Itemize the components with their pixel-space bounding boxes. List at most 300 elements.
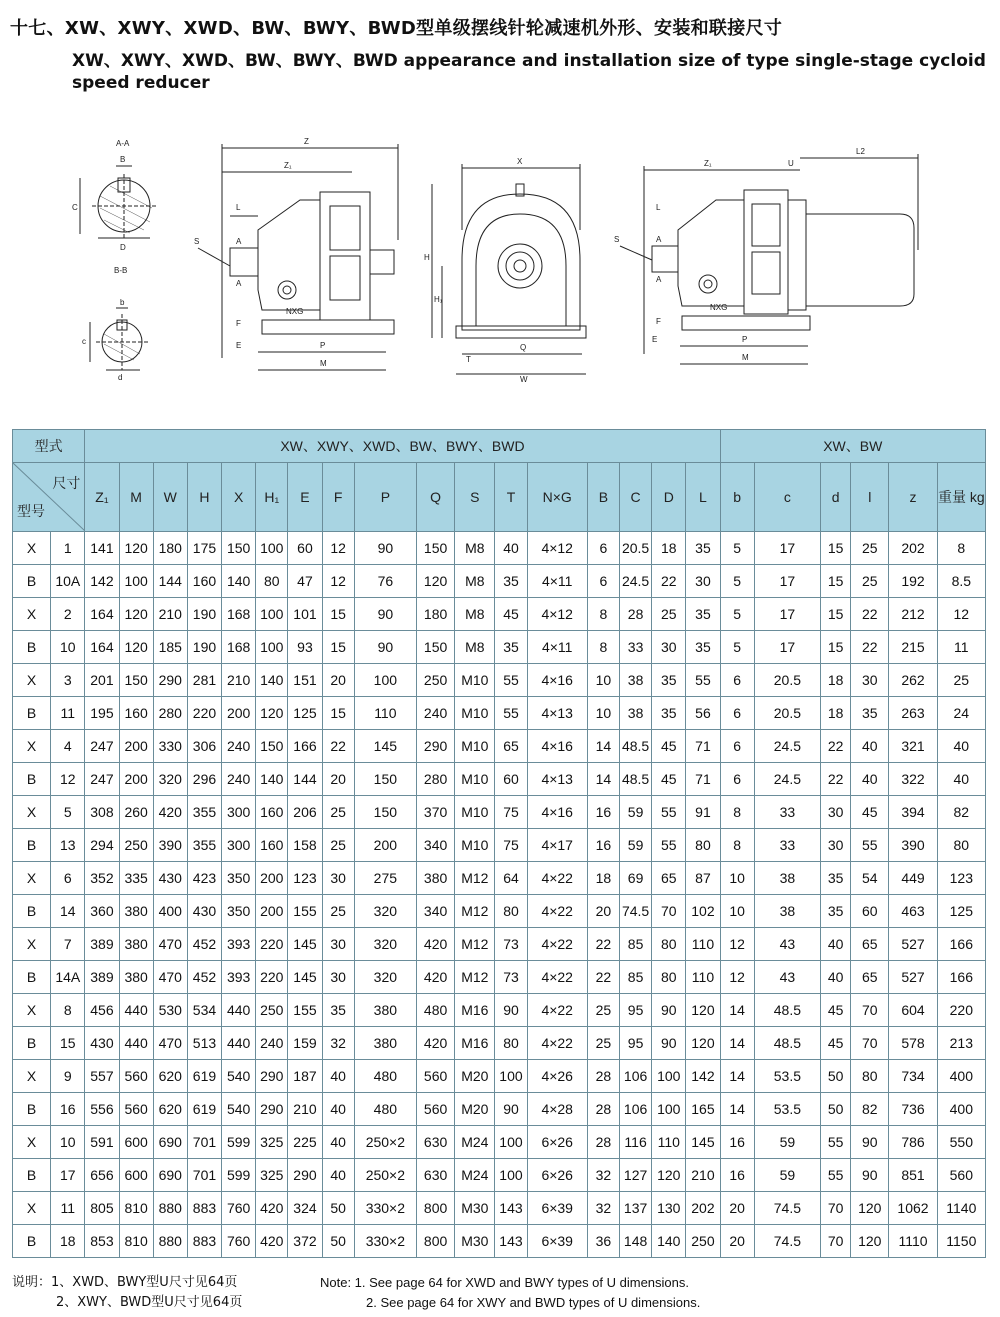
- table-row: [13, 631, 986, 664]
- column-header: H₁: [256, 463, 288, 532]
- table-cell: 80: [652, 961, 686, 994]
- table-cell: 4×28: [527, 1093, 587, 1126]
- table-cell: 480: [354, 1093, 416, 1126]
- table-cell: 701: [187, 1159, 221, 1192]
- table-cell: 335: [119, 862, 153, 895]
- header-type: 型式: [13, 430, 85, 463]
- svg-text:U: U: [788, 159, 794, 168]
- table-cell: 100: [495, 1159, 527, 1192]
- table-cell: 166: [937, 928, 985, 961]
- svg-text:L: L: [656, 203, 661, 212]
- column-header: P: [354, 463, 416, 532]
- table-cell: 5: [51, 796, 85, 829]
- table-cell: 56: [686, 697, 720, 730]
- table-cell: 620: [153, 1060, 187, 1093]
- table-cell: 620: [153, 1093, 187, 1126]
- table-cell: 110: [652, 1126, 686, 1159]
- table-cell: 24.5: [754, 763, 820, 796]
- table-cell: 59: [620, 829, 652, 862]
- table-cell: 12: [51, 763, 85, 796]
- table-cell: 420: [153, 796, 187, 829]
- table-cell: M20: [455, 1093, 495, 1126]
- svg-text:S: S: [614, 235, 620, 244]
- table-cell: 540: [222, 1060, 256, 1093]
- table-row: [13, 1027, 986, 1060]
- table-cell: 100: [256, 598, 288, 631]
- table-row: [13, 532, 986, 565]
- table-cell: 195: [85, 697, 119, 730]
- table-cell: 85: [620, 928, 652, 961]
- table-cell: 12: [720, 928, 754, 961]
- svg-text:P: P: [742, 335, 748, 344]
- table-cell: 420: [417, 1027, 455, 1060]
- table-cell: 6: [720, 730, 754, 763]
- table-cell: 530: [153, 994, 187, 1027]
- table-cell: 13: [51, 829, 85, 862]
- table-cell: 40: [495, 532, 527, 565]
- table-cell: 25: [937, 664, 985, 697]
- table-cell: 90: [851, 1159, 889, 1192]
- table-cell: 15: [821, 565, 851, 598]
- table-cell: 423: [187, 862, 221, 895]
- table-cell: 308: [85, 796, 119, 829]
- table-cell: 210: [222, 664, 256, 697]
- table-cell: 262: [889, 664, 937, 697]
- table-cell: X: [13, 1060, 51, 1093]
- table-cell: 20.5: [620, 532, 652, 565]
- svg-text:B: B: [120, 155, 126, 164]
- table-cell: 22: [652, 565, 686, 598]
- table-cell: 290: [417, 730, 455, 763]
- table-cell: 90: [354, 598, 416, 631]
- table-cell: 160: [256, 829, 288, 862]
- table-cell: 35: [495, 631, 527, 664]
- table-row: [13, 763, 986, 796]
- svg-text:NXG: NXG: [286, 307, 304, 316]
- table-cell: 599: [222, 1159, 256, 1192]
- table-cell: 17: [754, 598, 820, 631]
- table-cell: 45: [821, 1027, 851, 1060]
- table-cell: 24: [937, 697, 985, 730]
- table-cell: 17: [754, 631, 820, 664]
- table-cell: 30: [322, 928, 354, 961]
- table-cell: 101: [288, 598, 322, 631]
- table-cell: 15: [821, 598, 851, 631]
- table-cell: 5: [720, 631, 754, 664]
- table-cell: 120: [686, 1027, 720, 1060]
- table-cell: 360: [85, 895, 119, 928]
- table-cell: 325: [256, 1126, 288, 1159]
- table-cell: 656: [85, 1159, 119, 1192]
- table-cell: 25: [322, 796, 354, 829]
- table-cell: 32: [322, 1027, 354, 1060]
- table-cell: 80: [256, 565, 288, 598]
- table-cell: 36: [587, 1225, 619, 1258]
- table-cell: 240: [417, 697, 455, 730]
- table-cell: 463: [889, 895, 937, 928]
- table-cell: 33: [754, 796, 820, 829]
- table-cell: 145: [354, 730, 416, 763]
- table-cell: 760: [222, 1225, 256, 1258]
- table-cell: 12: [322, 532, 354, 565]
- table-cell: 38: [754, 895, 820, 928]
- table-cell: 883: [187, 1225, 221, 1258]
- table-cell: 59: [754, 1126, 820, 1159]
- table-cell: 440: [222, 994, 256, 1027]
- table-cell: 389: [85, 961, 119, 994]
- table-cell: 22: [851, 631, 889, 664]
- table-cell: 50: [322, 1225, 354, 1258]
- table-cell: 630: [417, 1126, 455, 1159]
- header-corner: [13, 463, 85, 532]
- table-cell: X: [13, 598, 51, 631]
- table-row: [13, 1159, 986, 1192]
- table-cell: 10A: [51, 565, 85, 598]
- table-cell: 75: [495, 829, 527, 862]
- svg-text:W: W: [520, 375, 528, 384]
- table-cell: 160: [119, 697, 153, 730]
- table-cell: 452: [187, 961, 221, 994]
- table-cell: 150: [417, 532, 455, 565]
- table-row: [13, 565, 986, 598]
- table-cell: 48.5: [620, 763, 652, 796]
- table-cell: 190: [187, 631, 221, 664]
- table-cell: M8: [455, 565, 495, 598]
- table-cell: 220: [256, 928, 288, 961]
- table-cell: 5: [720, 532, 754, 565]
- column-header: L: [686, 463, 720, 532]
- table-cell: 159: [288, 1027, 322, 1060]
- svg-text:E: E: [652, 335, 658, 344]
- table-cell: 4×16: [527, 796, 587, 829]
- table-cell: 290: [256, 1093, 288, 1126]
- table-cell: 8: [937, 532, 985, 565]
- table-cell: 240: [222, 730, 256, 763]
- table-row: [13, 598, 986, 631]
- svg-text:L: L: [236, 203, 241, 212]
- table-cell: 220: [937, 994, 985, 1027]
- table-cell: 70: [652, 895, 686, 928]
- table-cell: B: [13, 895, 51, 928]
- svg-text:X: X: [517, 157, 523, 166]
- table-cell: 45: [851, 796, 889, 829]
- table-cell: 20: [322, 664, 354, 697]
- table-cell: 260: [119, 796, 153, 829]
- table-cell: 14A: [51, 961, 85, 994]
- table-cell: M12: [455, 961, 495, 994]
- table-cell: 40: [821, 928, 851, 961]
- table-cell: 320: [153, 763, 187, 796]
- table-cell: M12: [455, 895, 495, 928]
- table-cell: 810: [119, 1192, 153, 1225]
- table-cell: 53.5: [754, 1093, 820, 1126]
- table-row: [13, 961, 986, 994]
- table-cell: 22: [587, 961, 619, 994]
- table-cell: 75: [495, 796, 527, 829]
- table-cell: 851: [889, 1159, 937, 1192]
- table-cell: 90: [495, 1093, 527, 1126]
- notes-en: [320, 1273, 700, 1313]
- table-cell: 100: [652, 1093, 686, 1126]
- table-cell: 16: [720, 1126, 754, 1159]
- table-cell: 190: [187, 598, 221, 631]
- table-cell: B: [13, 697, 51, 730]
- table-cell: 480: [354, 1060, 416, 1093]
- table-cell: 80: [495, 1027, 527, 1060]
- drawings-svg: [0, 130, 1000, 410]
- table-cell: 55: [495, 697, 527, 730]
- table-cell: 35: [686, 631, 720, 664]
- table-cell: 143: [495, 1192, 527, 1225]
- table-cell: 296: [187, 763, 221, 796]
- table-cell: 350: [222, 895, 256, 928]
- table-cell: M10: [455, 664, 495, 697]
- table-cell: 20: [322, 763, 354, 796]
- table-cell: 4×22: [527, 994, 587, 1027]
- table-cell: M10: [455, 730, 495, 763]
- drawing-labels: [72, 137, 865, 384]
- table-cell: 20: [720, 1192, 754, 1225]
- table-cell: 144: [153, 565, 187, 598]
- table-cell: 380: [354, 994, 416, 1027]
- table-cell: 800: [417, 1192, 455, 1225]
- table-cell: 25: [587, 994, 619, 1027]
- table-cell: 440: [119, 1027, 153, 1060]
- svg-text:A: A: [656, 235, 662, 244]
- table-cell: 200: [354, 829, 416, 862]
- table-row: [13, 994, 986, 1027]
- table-cell: 280: [417, 763, 455, 796]
- table-cell: 80: [937, 829, 985, 862]
- table-cell: 82: [851, 1093, 889, 1126]
- table-cell: 45: [652, 730, 686, 763]
- table-cell: 32: [587, 1159, 619, 1192]
- column-header: X: [222, 463, 256, 532]
- table-cell: 6: [720, 664, 754, 697]
- table-cell: 70: [821, 1225, 851, 1258]
- table-cell: 28: [587, 1126, 619, 1159]
- table-cell: 140: [256, 763, 288, 796]
- table-cell: 20.5: [754, 664, 820, 697]
- table-cell: 5: [720, 598, 754, 631]
- table-cell: 60: [495, 763, 527, 796]
- table-cell: 430: [85, 1027, 119, 1060]
- table-cell: 40: [937, 730, 985, 763]
- table-cell: 420: [417, 961, 455, 994]
- svg-text:A: A: [656, 275, 662, 284]
- table-cell: 1110: [889, 1225, 937, 1258]
- svg-text:Z₁: Z₁: [704, 159, 712, 168]
- table-cell: 142: [686, 1060, 720, 1093]
- column-header: F: [322, 463, 354, 532]
- table-cell: 6×39: [527, 1225, 587, 1258]
- svg-text:F: F: [656, 317, 661, 326]
- table-cell: 452: [187, 928, 221, 961]
- table-cell: 8.5: [937, 565, 985, 598]
- table-cell: 15: [51, 1027, 85, 1060]
- svg-text:S: S: [194, 237, 200, 246]
- front-view-drawing: [432, 164, 586, 374]
- table-cell: 6: [720, 763, 754, 796]
- table-cell: 370: [417, 796, 455, 829]
- column-header: B: [587, 463, 619, 532]
- motor-view-drawing: [620, 154, 918, 364]
- table-cell: 35: [821, 895, 851, 928]
- table-cell: 604: [889, 994, 937, 1027]
- table-cell: 14: [720, 994, 754, 1027]
- table-cell: 120: [686, 994, 720, 1027]
- table-cell: 5: [720, 565, 754, 598]
- table-cell: 168: [222, 631, 256, 664]
- table-cell: 120: [851, 1192, 889, 1225]
- table-cell: M16: [455, 994, 495, 1027]
- table-cell: 90: [354, 532, 416, 565]
- table-cell: 100: [354, 664, 416, 697]
- table-cell: 380: [119, 961, 153, 994]
- table-cell: M8: [455, 598, 495, 631]
- table-cell: 22: [821, 730, 851, 763]
- table-cell: 45: [821, 994, 851, 1027]
- table-cell: 9: [51, 1060, 85, 1093]
- table-cell: 4: [51, 730, 85, 763]
- table-cell: 321: [889, 730, 937, 763]
- table-cell: M10: [455, 829, 495, 862]
- table-cell: 100: [256, 631, 288, 664]
- table-cell: 786: [889, 1126, 937, 1159]
- table-cell: 210: [153, 598, 187, 631]
- svg-text:T: T: [466, 355, 471, 364]
- table-cell: 440: [119, 994, 153, 1027]
- table-cell: 322: [889, 763, 937, 796]
- table-cell: 10: [720, 862, 754, 895]
- svg-text:M: M: [742, 353, 749, 362]
- table-cell: 4×11: [527, 565, 587, 598]
- table-cell: M8: [455, 631, 495, 664]
- table-cell: 17: [754, 565, 820, 598]
- table-cell: 40: [851, 763, 889, 796]
- table-cell: 25: [322, 829, 354, 862]
- svg-text:H₁: H₁: [434, 295, 443, 304]
- table-cell: 48.5: [754, 1027, 820, 1060]
- table-cell: 240: [256, 1027, 288, 1060]
- table-cell: 87: [686, 862, 720, 895]
- table-cell: 1140: [937, 1192, 985, 1225]
- table-cell: 15: [322, 697, 354, 730]
- table-cell: 180: [153, 532, 187, 565]
- table-cell: 200: [256, 895, 288, 928]
- table-cell: 150: [222, 532, 256, 565]
- table-cell: M10: [455, 763, 495, 796]
- table-cell: 24.5: [620, 565, 652, 598]
- table-cell: 14: [720, 1027, 754, 1060]
- table-cell: 200: [222, 697, 256, 730]
- table-cell: 187: [288, 1060, 322, 1093]
- table-cell: 48.5: [754, 994, 820, 1027]
- table-cell: 330×2: [354, 1192, 416, 1225]
- table-cell: 180: [417, 598, 455, 631]
- table-cell: 247: [85, 730, 119, 763]
- table-cell: 55: [821, 1126, 851, 1159]
- technical-drawings: [0, 130, 1000, 410]
- table-cell: 1: [51, 532, 85, 565]
- table-cell: 168: [222, 598, 256, 631]
- table-cell: 166: [937, 961, 985, 994]
- table-cell: 55: [495, 664, 527, 697]
- table-cell: 4×13: [527, 763, 587, 796]
- header-group-xw-bw: XW、BW: [720, 430, 985, 463]
- table-cell: 43: [754, 961, 820, 994]
- table-cell: 390: [153, 829, 187, 862]
- table-cell: 73: [495, 961, 527, 994]
- table-cell: 380: [119, 895, 153, 928]
- svg-text:A: A: [236, 237, 242, 246]
- table-cell: 55: [686, 664, 720, 697]
- table-cell: 22: [322, 730, 354, 763]
- note-cn-2: 2、XWY、BWD型U尺寸见64页: [56, 1295, 243, 1310]
- column-header: l: [851, 463, 889, 532]
- table-cell: 74.5: [620, 895, 652, 928]
- table-cell: 215: [889, 631, 937, 664]
- table-cell: 557: [85, 1060, 119, 1093]
- table-cell: 352: [85, 862, 119, 895]
- column-header: d: [821, 463, 851, 532]
- table-cell: 800: [417, 1225, 455, 1258]
- table-row: [13, 1093, 986, 1126]
- table-cell: M16: [455, 1027, 495, 1060]
- svg-text:H: H: [424, 253, 430, 262]
- table-cell: B: [13, 961, 51, 994]
- table-cell: 10: [720, 895, 754, 928]
- table-cell: 160: [256, 796, 288, 829]
- column-header: H: [187, 463, 221, 532]
- table-cell: 143: [495, 1225, 527, 1258]
- table-cell: 8: [587, 631, 619, 664]
- table-cell: 560: [119, 1093, 153, 1126]
- table-cell: 110: [354, 697, 416, 730]
- table-cell: 470: [153, 928, 187, 961]
- table-cell: 70: [821, 1192, 851, 1225]
- table-cell: 18: [821, 697, 851, 730]
- table-cell: 166: [288, 730, 322, 763]
- table-cell: M30: [455, 1192, 495, 1225]
- table-row: [13, 1060, 986, 1093]
- table-cell: 164: [85, 631, 119, 664]
- table-cell: 599: [222, 1126, 256, 1159]
- table-cell: 25: [851, 565, 889, 598]
- table-cell: 155: [288, 895, 322, 928]
- svg-text:Z₁: Z₁: [284, 161, 292, 170]
- table-cell: 212: [889, 598, 937, 631]
- table-cell: 4×16: [527, 664, 587, 697]
- section-a-a-drawing: [80, 166, 156, 240]
- table-cell: 64: [495, 862, 527, 895]
- table-cell: 6×39: [527, 1192, 587, 1225]
- svg-text:M: M: [320, 359, 327, 368]
- table-cell: 38: [620, 664, 652, 697]
- table-cell: 35: [686, 598, 720, 631]
- table-cell: B: [13, 565, 51, 598]
- column-header: c: [754, 463, 820, 532]
- table-cell: 220: [187, 697, 221, 730]
- table-cell: 28: [620, 598, 652, 631]
- table-cell: 65: [495, 730, 527, 763]
- note-en-2: 2. See page 64 for XWY and BWD types of U dimensions.: [366, 1295, 701, 1310]
- table-cell: 220: [256, 961, 288, 994]
- table-cell: 6: [720, 697, 754, 730]
- table-cell: 120: [417, 565, 455, 598]
- table-cell: 12: [937, 598, 985, 631]
- table-cell: 306: [187, 730, 221, 763]
